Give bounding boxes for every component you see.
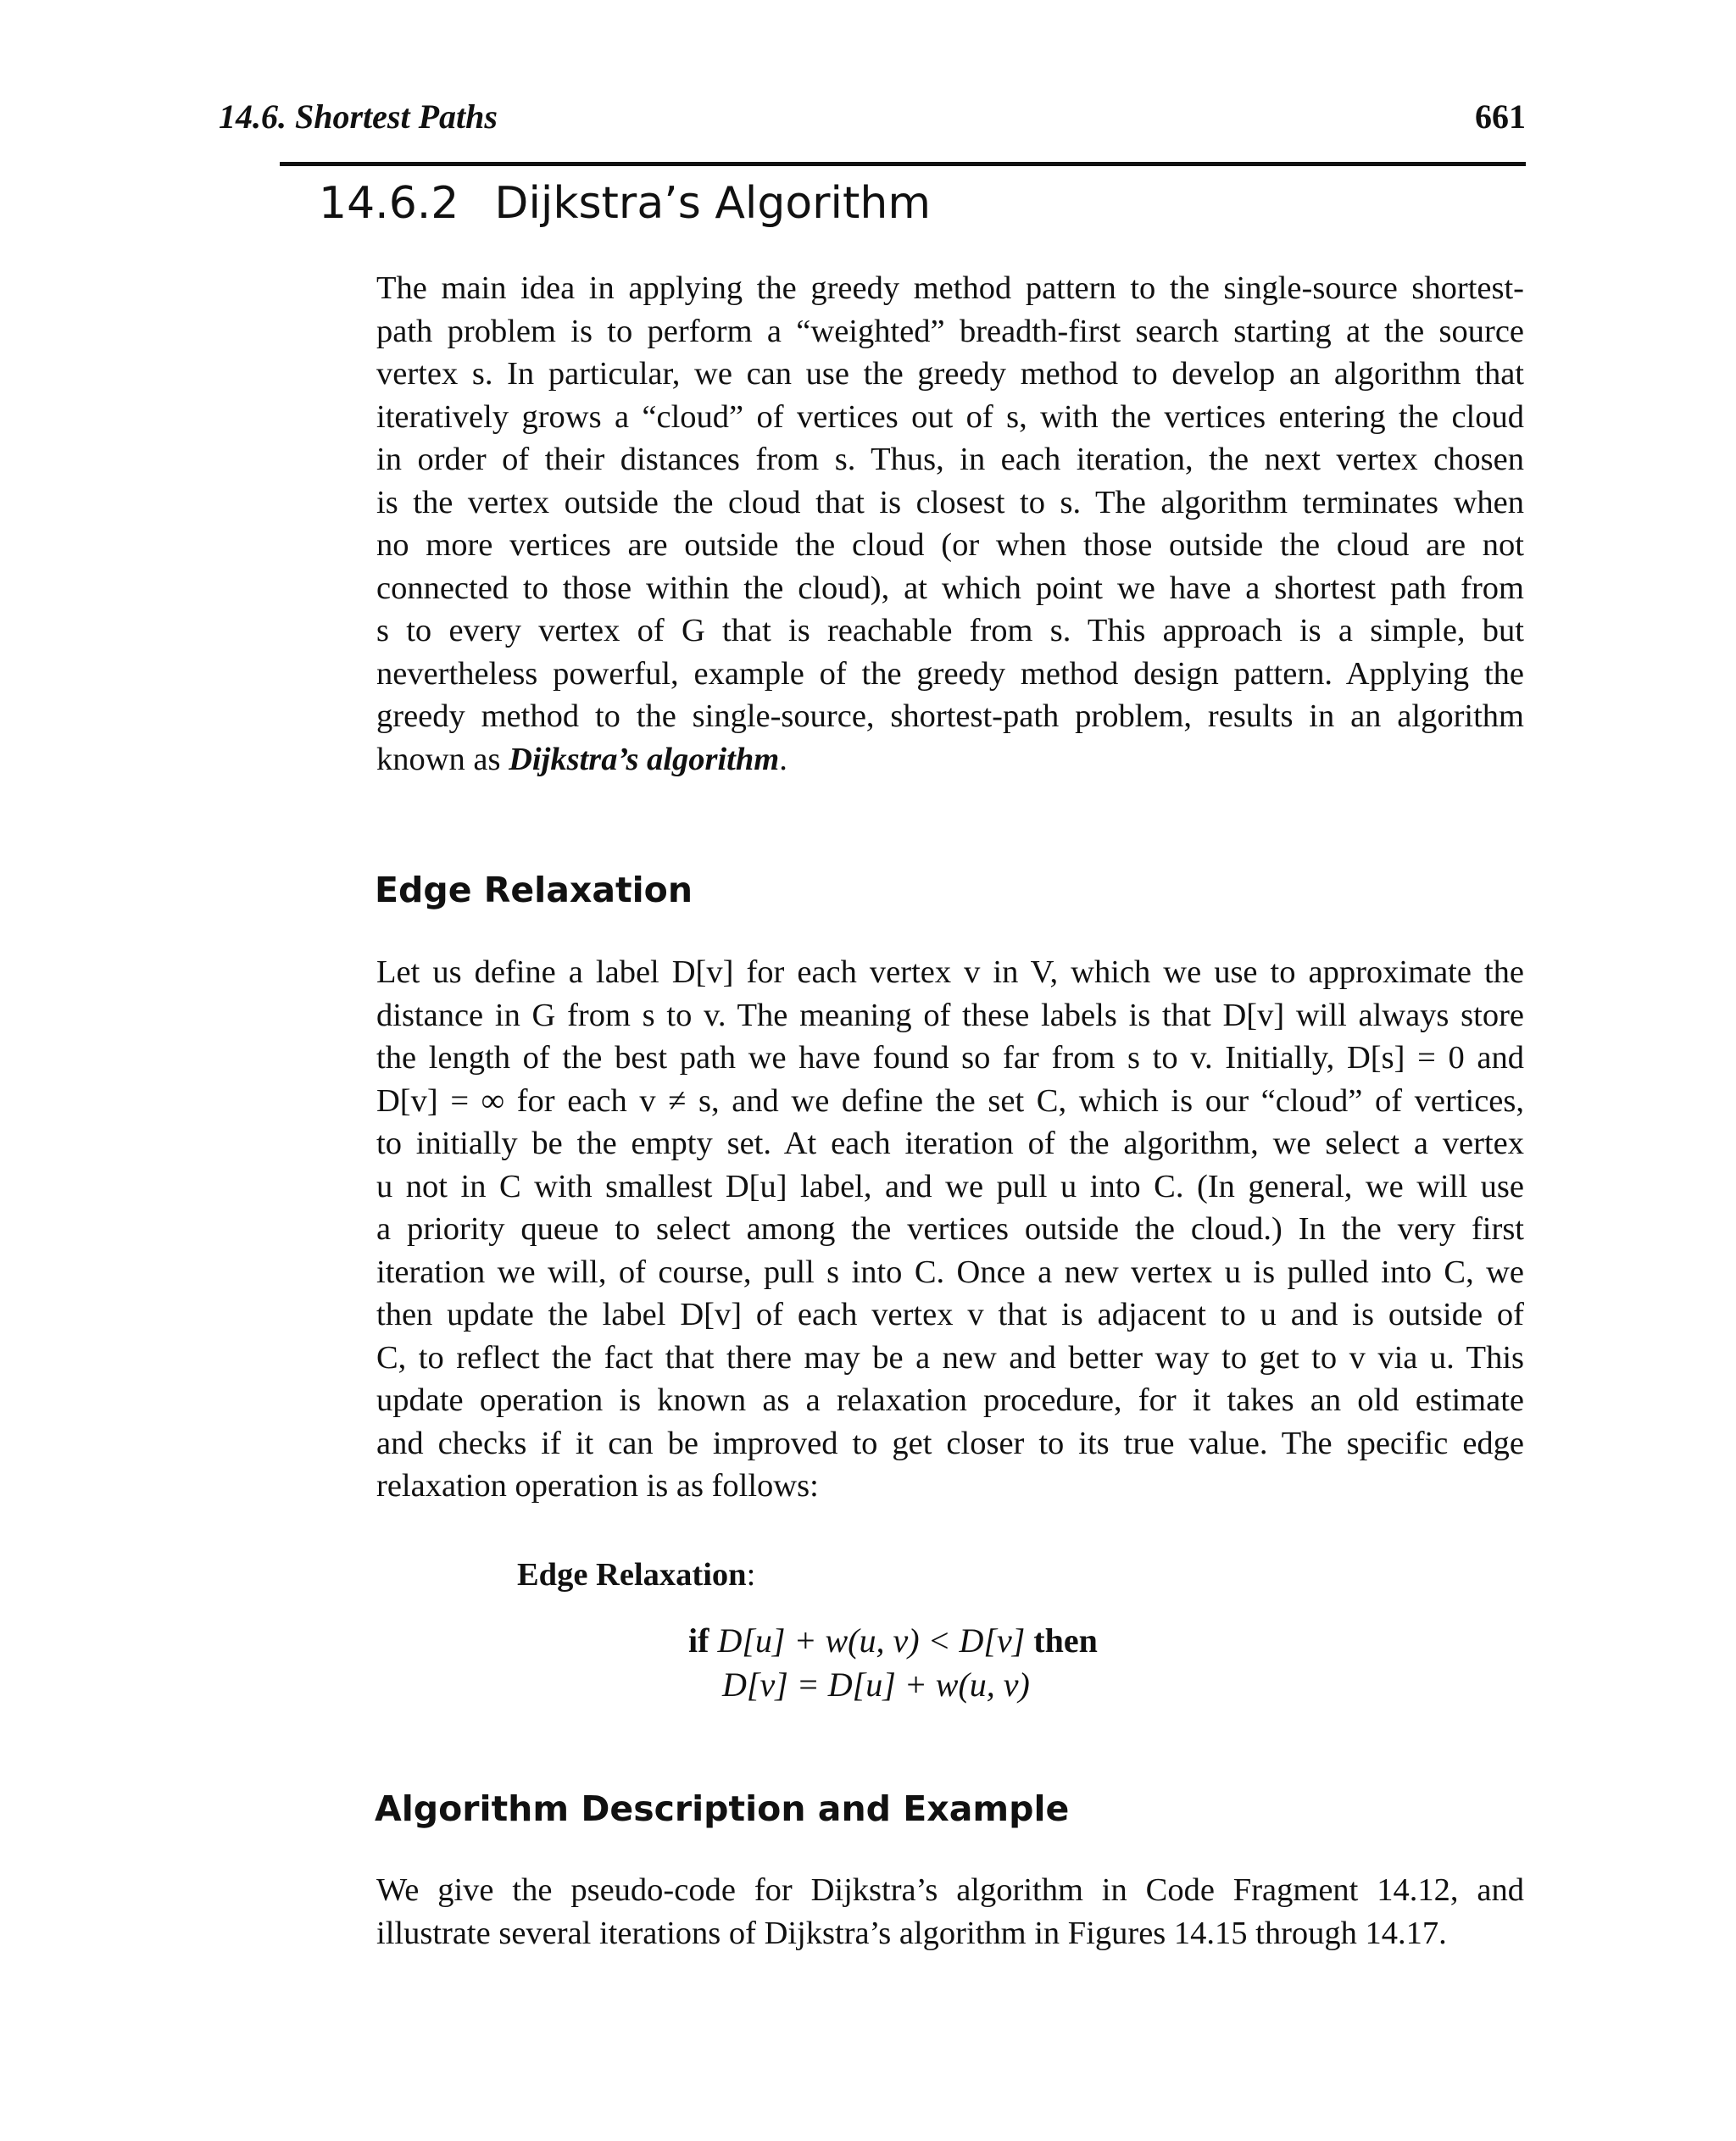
intro-last-suffix: . [779, 741, 787, 777]
intro-line: s to every vertex of G that is reachable from s. This approach is a simple, but [376, 613, 1524, 648]
intro-line: vertex s. In particular, we can use the greedy method to develop an algorithm that [376, 356, 1524, 392]
intro-last-line [376, 738, 1524, 781]
relaxation-code-line-1 [688, 1621, 1098, 1660]
section-number: 14.6.2 [319, 178, 459, 229]
relax-line: distance in G from s to v. The meaning of these labels is that D[v] will always store [376, 997, 1524, 1033]
relax-line: then update the label D[v] of each vertex v that is adjacent to u and is outside of [376, 1297, 1524, 1332]
intro-line: no more vertices are outside the cloud (or when those outside the cloud are not [376, 527, 1524, 563]
header-rule [280, 162, 1526, 166]
relax-line: update operation is known as a relaxation procedure, for it takes an old estimate [376, 1382, 1524, 1418]
relaxation-condition: D[u] + w(u, v) < D[v] [717, 1621, 1026, 1660]
relax-line: the length of the best path we have found so far from s to v. Initially, D[s] = 0 and [376, 1040, 1524, 1076]
algo-line: illustrate several iterations of Dijkstra’s algorithm in Figures 14.15 through 14.17. [376, 1915, 1447, 1951]
intro-paragraph [376, 267, 1524, 781]
section-title-text: Dijkstra’s Algorithm [494, 178, 931, 229]
intro-last-prefix: known as [376, 741, 509, 777]
intro-line: connected to those within the cloud), at which point we have a shortest path from [376, 570, 1524, 606]
intro-line: nevertheless powerful, example of the greedy method design pattern. Applying the [376, 655, 1524, 692]
relax-line: and checks if it can be improved to get closer to its true value. The specific edge [376, 1425, 1524, 1461]
then-keyword: then [1033, 1621, 1098, 1660]
edge-relaxation-label-colon: : [746, 1557, 756, 1593]
algo-line: We give the pseudo-code for Dijkstra’s algorithm in Code Fragment 14.12, and [376, 1872, 1524, 1908]
intro-line: greedy method to the single-source, shortest-path problem, results in an algorithm [376, 698, 1524, 734]
relax-line: u not in C with smallest D[u] label, and we pull u into C. (In general, we will use [376, 1168, 1524, 1204]
intro-line: is the vertex outside the cloud that is closest to s. The algorithm terminates when [376, 484, 1524, 520]
relaxation-code-line-2 [722, 1665, 1030, 1704]
algorithm-description-paragraph [376, 1869, 1524, 1955]
intro-line: path problem is to perform a “weighted” breadth-first search starting at the source [376, 313, 1524, 349]
relax-line: a priority queue to select among the vertices outside the cloud.) In the very first [376, 1211, 1524, 1247]
relax-line: to initially be the empty set. At each iteration of the algorithm, we select a vertex [376, 1126, 1524, 1161]
algorithm-description-heading: Algorithm Description and Example [375, 1788, 1070, 1829]
edge-relaxation-label-text: Edge Relaxation [517, 1557, 747, 1593]
relaxation-update: D[v] = D[u] + w(u, v) [722, 1666, 1030, 1704]
relax-line: iteration we will, of course, pull s into C. Once a new vertex u is pulled into C, we [376, 1254, 1524, 1290]
dijkstra-term: Dijkstra’s algorithm [509, 741, 780, 777]
relax-line: D[v] = ∞ for each v ≠ s, and we define the set C, which is our “cloud” of vertices, [376, 1082, 1524, 1119]
intro-line: The main idea in applying the greedy method pattern to the single-source shortest- [376, 270, 1524, 306]
edge-relaxation-label [517, 1556, 755, 1593]
intro-line: in order of their distances from s. Thus, in each iteration, the next vertex chosen [376, 442, 1524, 477]
if-keyword: if [688, 1621, 709, 1660]
section-title [319, 178, 931, 229]
page-number: 661 [1475, 97, 1526, 136]
edge-relaxation-paragraph [376, 951, 1524, 1508]
intro-line: iteratively grows a “cloud” of vertices out of s, with the vertices entering the cloud [376, 398, 1524, 435]
edge-relaxation-heading: Edge Relaxation [375, 870, 693, 910]
relax-line: Let us define a label D[v] for each vertex v in V, which we use to approximate the [376, 954, 1524, 990]
relax-line: C, to reflect the fact that there may be a new and better way to get to v via u. This [376, 1339, 1524, 1376]
running-head: 14.6. Shortest Paths [219, 97, 498, 136]
relax-line: relaxation operation is as follows: [376, 1468, 819, 1504]
